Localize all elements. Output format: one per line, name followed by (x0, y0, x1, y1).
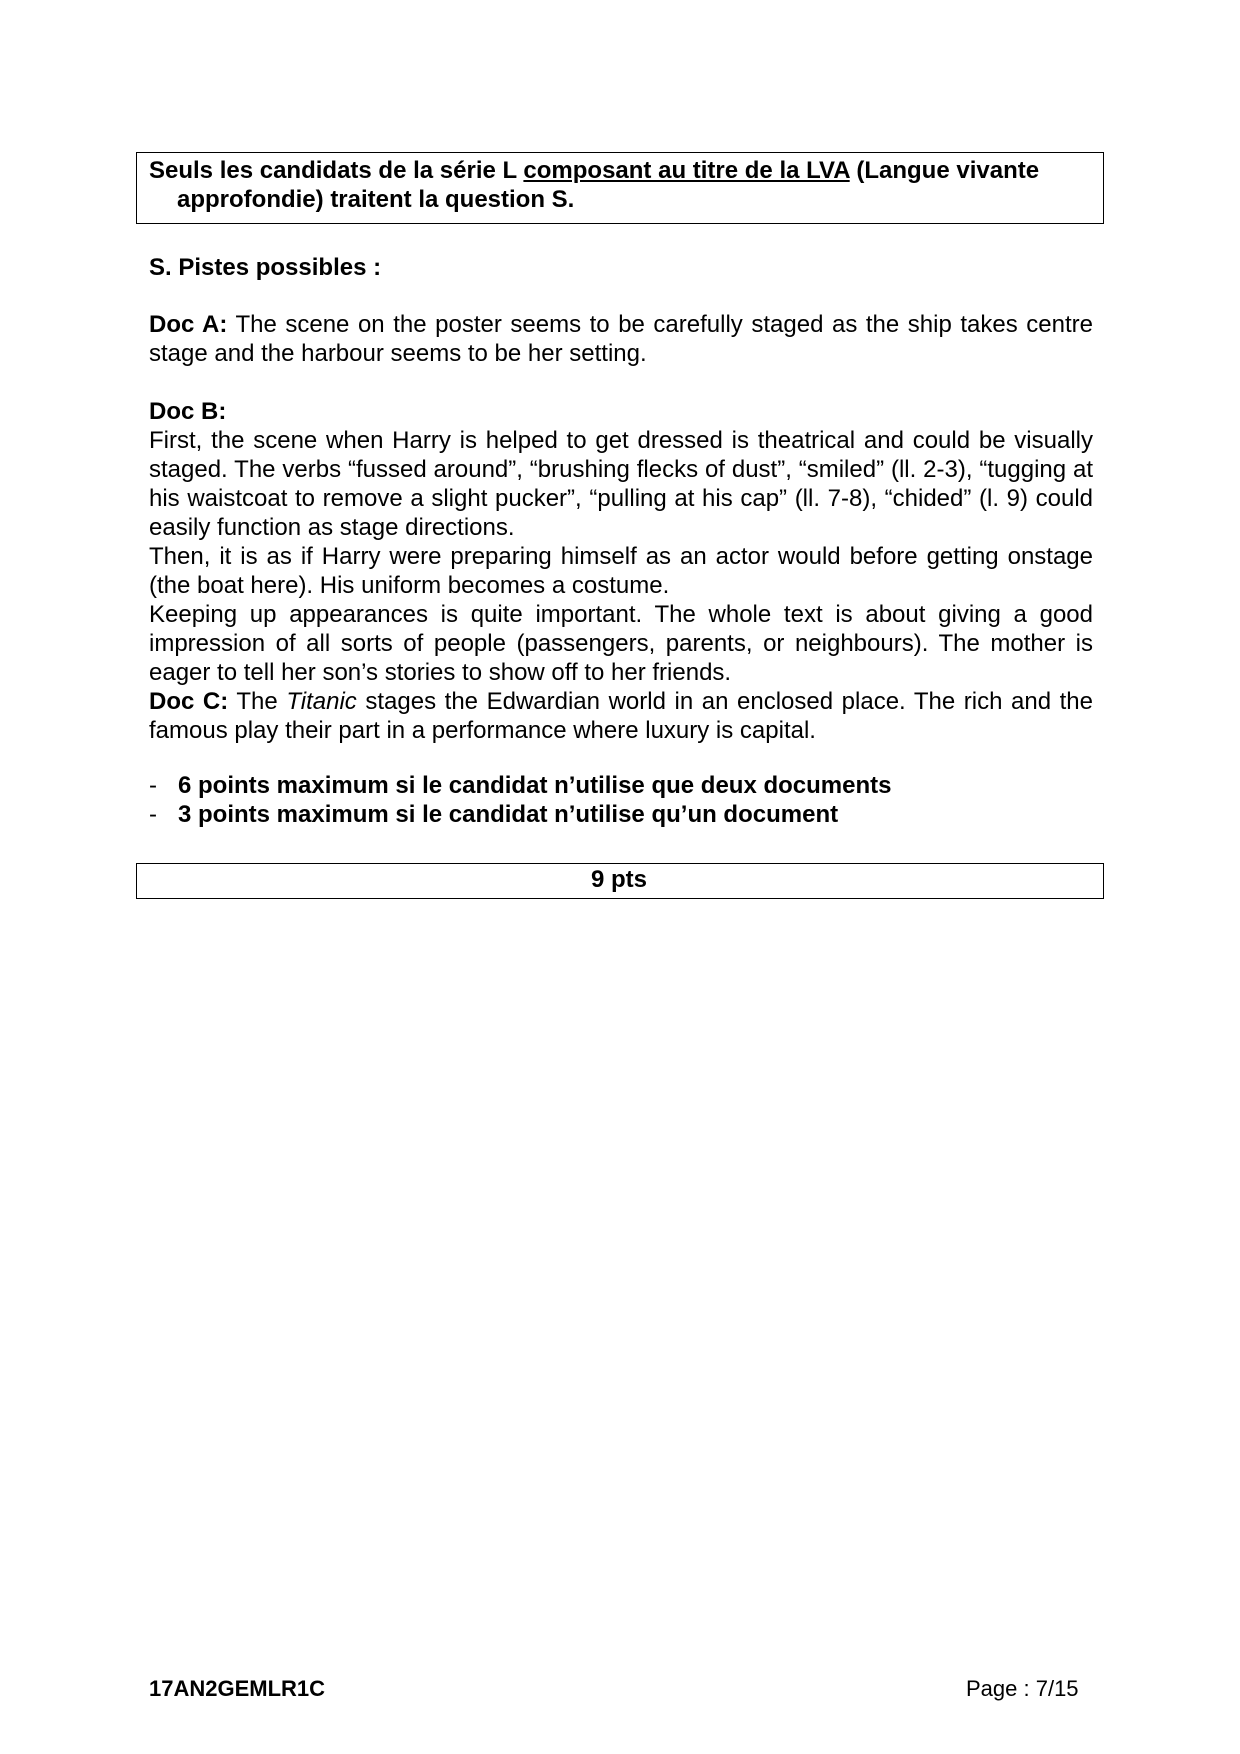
instruction-line-1 (149, 156, 1091, 185)
doc-a-label: Doc A: (149, 311, 228, 338)
doc-c-paragraph (149, 687, 1093, 745)
footer-code: 17AN2GEMLR1C (149, 1676, 326, 1701)
doc-c-label: Doc C: (149, 688, 229, 715)
bullet-dash: - (149, 772, 157, 799)
doc-b-paragraph-2: Then, it is as if Harry were preparing himself as an actor would before getting onstage (the boat here). His uniform becomes a costume. (149, 543, 1093, 599)
instruction-prefix: Seuls les candidats de la série L (149, 157, 524, 184)
points-box: 9 pts (136, 863, 1104, 899)
doc-c-text-before: The (228, 688, 287, 715)
list-item (149, 800, 1093, 829)
footer-page-number: Page : 7/15 (966, 1676, 1079, 1701)
doc-c-text-after: stages the Edwardian world in an enclosed place. The rich and the famous play their part in a performance where luxury is capital. (149, 688, 1093, 744)
doc-a-paragraph (149, 310, 1093, 368)
doc-b-paragraph-3: Keeping up appearances is quite important. The whole text is about giving a good impression of all sorts of people (passengers, parents, or neighbours). The mother is eager to tell her son’s stories to show off to her friends. (149, 601, 1093, 686)
bullet-dash: - (149, 801, 157, 828)
doc-c-italic-title: Titanic (286, 688, 357, 715)
instruction-underlined: composant au titre de la LVA (523, 157, 850, 184)
bullet-text: 6 points maximum si le candidat n’utilise que deux documents (178, 772, 892, 799)
instruction-suffix: (Langue vivante (849, 157, 1040, 184)
instruction-box (136, 152, 1104, 224)
doc-b-label: Doc B: (149, 398, 227, 425)
instruction-line-2: approfondie) traitent la question S. (177, 186, 575, 213)
doc-b-paragraph-1: First, the scene when Harry is helped to get dressed is theatrical and could be visually staged. The verbs “fussed around”, “brushing flecks of dust”, “smiled” (ll. 2-3), “tugging at his waistcoat to remove a slight pucker”, “pulling at his cap” (ll. 7-8), “chided” (l. 9) could easily function as stage directions. (149, 427, 1093, 541)
doc-b-section (149, 397, 1093, 745)
scoring-bullets (149, 771, 1093, 829)
section-title: S. Pistes possibles : (149, 254, 382, 281)
list-item (149, 771, 1093, 800)
bullet-text: 3 points maximum si le candidat n’utilise qu’un document (178, 801, 839, 828)
doc-a-text: The scene on the poster seems to be carefully staged as the ship takes centre stage and the harbour seems to be her setting. (149, 311, 1093, 367)
